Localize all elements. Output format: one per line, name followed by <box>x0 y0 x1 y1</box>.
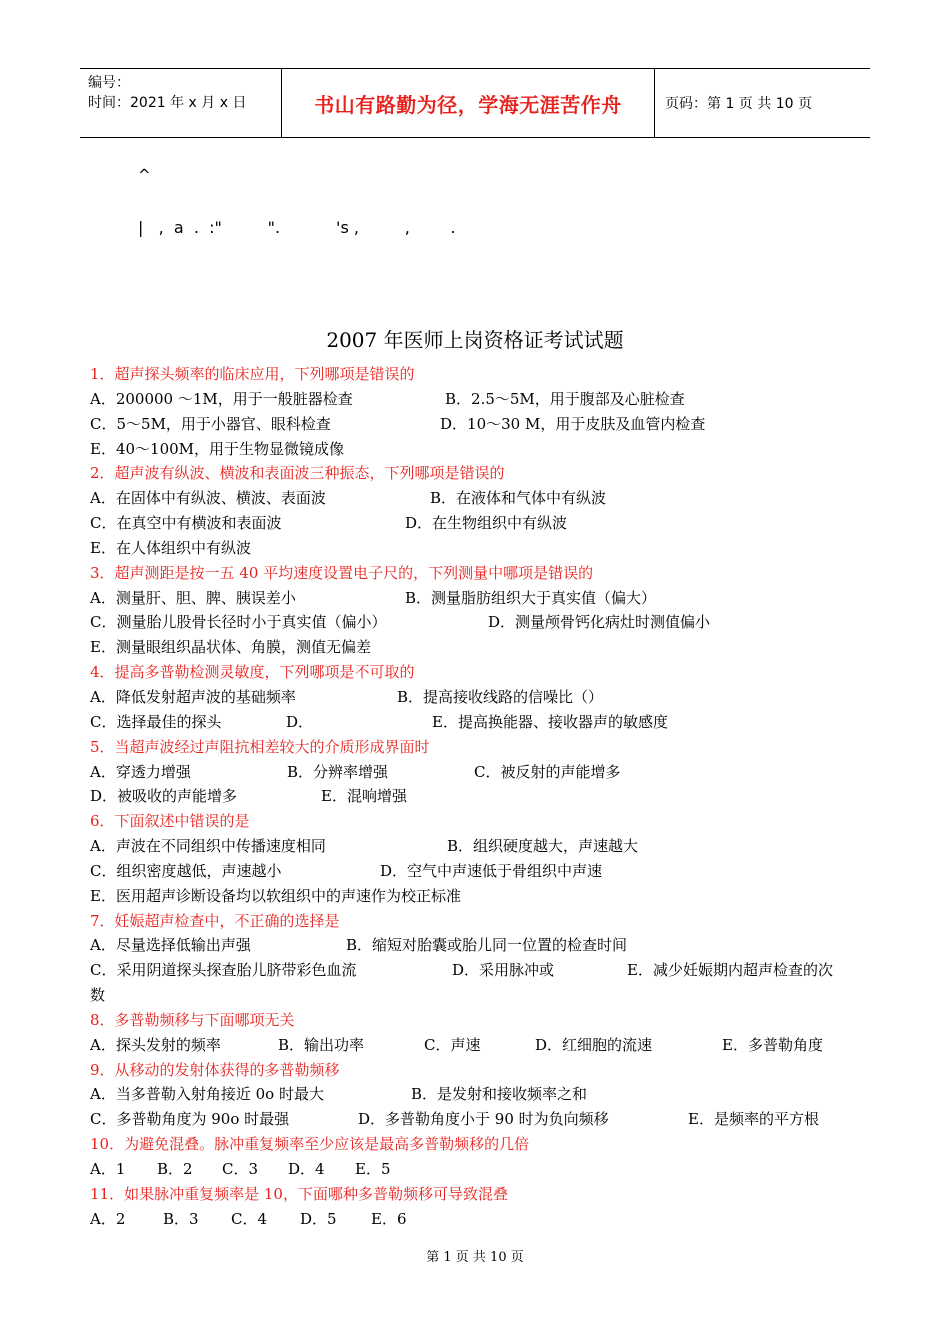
option-text: E．混响增强 <box>321 787 407 806</box>
option-text: D．测量颅骨钙化病灶时测值偏小 <box>488 613 711 632</box>
option-text: C．测量胎儿股骨长径时小于真实值（偏小） <box>90 613 387 632</box>
option-text: E．医用超声诊断设备均以软组织中的声速作为校正标准 <box>90 886 461 905</box>
question-list <box>90 362 870 1232</box>
header-page-label: 页码：第 1 页 共 10 页 <box>665 96 812 112</box>
option-row <box>90 859 870 884</box>
option-text: D．多普勒角度小于 90 时为负向频移 <box>358 1110 609 1129</box>
option-text: B．分辨率增强 <box>287 762 389 781</box>
header-motto: 书山有路勤为径，学海无涯苦作舟 <box>314 92 622 117</box>
option-row <box>90 884 870 909</box>
option-row <box>90 933 870 958</box>
document-title: 2007 年医师上岗资格证考试试题 <box>326 328 624 352</box>
option-text: C．选择最佳的探头 <box>90 712 222 731</box>
option-text: E．在人体组织中有纵波 <box>90 538 251 557</box>
option-text: C．多普勒角度为 90o 时最强 <box>90 1110 290 1129</box>
option-row <box>90 1207 870 1232</box>
option-row <box>90 586 870 611</box>
option-row <box>90 834 870 859</box>
question-stem: 6．下面叙述中错误的是 <box>90 812 250 831</box>
question-stem: 3．超声测距是按一五 40 平均速度设置电子尺的，下列测量中哪项是错误的 <box>90 563 594 582</box>
question-stem: 9．从移动的发射体获得的多普勒频移 <box>90 1060 340 1079</box>
option-row <box>90 710 870 735</box>
option-text: B．2.5～5M，用于腹部及心脏检查 <box>445 389 685 408</box>
option-text: C．5～5M，用于小器官、眼科检查 <box>90 414 331 433</box>
option-text: B．3 <box>163 1209 199 1228</box>
option-text: 数 <box>90 986 106 1005</box>
option-row <box>90 437 870 462</box>
option-text: D．被吸收的声能增多 <box>90 787 238 806</box>
option-row <box>90 1082 870 1107</box>
option-row <box>90 536 870 561</box>
page-header <box>80 68 870 138</box>
option-text: A．当多普勒入射角接近 0o 时最大 <box>90 1085 324 1104</box>
option-row <box>90 784 870 809</box>
option-text: A．探头发射的频率 <box>90 1035 221 1054</box>
option-text: E．40～100M，用于生物显微镜成像 <box>90 439 345 458</box>
option-row <box>90 958 870 983</box>
option-row <box>90 1107 870 1132</box>
question-stem: 2．超声波有纵波、横波和表面波三种振态，下列哪项是错误的 <box>90 464 505 483</box>
option-text: B．是发射和接收频率之和 <box>411 1085 588 1104</box>
question-stem: 4．提高多普勒检测灵敏度，下列哪项是不可取的 <box>90 663 415 682</box>
question-stem: 10．为避免混叠。脉冲重复频率至少应该是最高多普勒频移的几倍 <box>90 1135 530 1154</box>
option-row <box>90 760 870 785</box>
option-text: C．3 <box>222 1160 259 1178</box>
option-text: E．5 <box>355 1160 391 1178</box>
noise-line-1: ^ <box>138 166 151 184</box>
option-row <box>90 486 870 511</box>
serial-label: 编号： <box>88 75 130 91</box>
question-stem: 1．超声探头频率的临床应用，下列哪项是错误的 <box>90 365 415 383</box>
option-row <box>90 610 870 635</box>
option-text: B．组织硬度越大，声速越大 <box>447 837 639 856</box>
option-text: B．测量脂肪组织大于真实值（偏大） <box>405 588 657 607</box>
question-stem: 11．如果脉冲重复频率是 10，下面哪种多普勒频移可导致混叠 <box>90 1184 508 1203</box>
question-stem: 8．多普勒频移与下面哪项无关 <box>90 1010 295 1029</box>
option-text: E．测量眼组织晶状体、角膜，测值无偏差 <box>90 638 371 657</box>
option-text: A．声波在不同组织中传播速度相同 <box>90 837 326 856</box>
header-page-cell <box>655 69 870 137</box>
option-text: A．200000 ～1M，用于一般脏器检查 <box>90 389 353 408</box>
option-text: C．被反射的声能增多 <box>474 762 621 781</box>
option-text: D．4 <box>288 1160 325 1178</box>
question-stem: 7．妊娠超声检查中，不正确的选择是 <box>90 911 340 930</box>
option-row <box>90 635 870 660</box>
page-footer: 第 1 页 共 10 页 <box>426 1250 524 1265</box>
option-text: D．在生物组织中有纵波 <box>405 514 568 533</box>
option-text: A．降低发射超声波的基础频率 <box>90 687 296 706</box>
option-text: B．提高接收线路的信噪比（） <box>397 687 604 706</box>
option-text: D．红细胞的流速 <box>535 1035 653 1054</box>
option-text: D．5 <box>300 1209 337 1228</box>
option-text: E．是频率的平方根 <box>688 1110 819 1129</box>
option-text: D．10～30 M，用于皮肤及血管内检查 <box>440 414 706 433</box>
option-row <box>90 412 870 437</box>
option-text: A．在固体中有纵波、横波、表面波 <box>90 489 326 508</box>
option-text: D． <box>286 712 314 731</box>
option-row <box>90 511 870 536</box>
option-text: B．在液体和气体中有纵波 <box>430 489 607 508</box>
date-label: 时间：2021 年 x 月 x 日 <box>88 95 247 111</box>
option-text: B．缩短对胎囊或胎儿同一位置的检查时间 <box>346 936 628 955</box>
option-row <box>90 1157 870 1182</box>
option-text: A．测量肝、胆、脾、胰误差小 <box>90 588 296 607</box>
option-text: D．采用脉冲或 <box>452 961 555 980</box>
option-row <box>90 983 870 1008</box>
option-text: C．组织密度越低，声速越小 <box>90 861 282 880</box>
option-text: C．4 <box>231 1209 268 1228</box>
option-text: A．1 <box>90 1160 126 1178</box>
option-text: A．尽量选择低输出声强 <box>90 936 251 955</box>
option-text: B．2 <box>157 1160 193 1178</box>
option-text: E．提高换能器、接收器声的敏感度 <box>432 712 668 731</box>
question-stem: 5．当超声波经过声阻抗相差较大的介质形成界面时 <box>90 737 430 756</box>
option-text: A．2 <box>90 1209 126 1228</box>
noise-line-2: | , a . :" ". 's , , . <box>138 218 456 237</box>
option-text: E．减少妊娠期内超声检查的次 <box>627 961 833 980</box>
option-text: C．在真空中有横波和表面波 <box>90 514 282 533</box>
option-text: E．多普勒角度 <box>722 1035 823 1054</box>
header-meta <box>80 69 282 137</box>
option-text: C．采用阴道探头探查胎儿脐带彩色血流 <box>90 961 357 980</box>
option-row <box>90 1033 870 1058</box>
option-row <box>90 685 870 710</box>
option-text: E．6 <box>371 1209 407 1228</box>
option-row <box>90 387 870 412</box>
option-text: C．声速 <box>424 1035 481 1054</box>
option-text: B．输出功率 <box>278 1035 365 1054</box>
option-text: A．穿透力增强 <box>90 762 191 781</box>
header-motto-cell <box>282 69 655 137</box>
option-text: D．空气中声速低于骨组织中声速 <box>380 861 603 880</box>
